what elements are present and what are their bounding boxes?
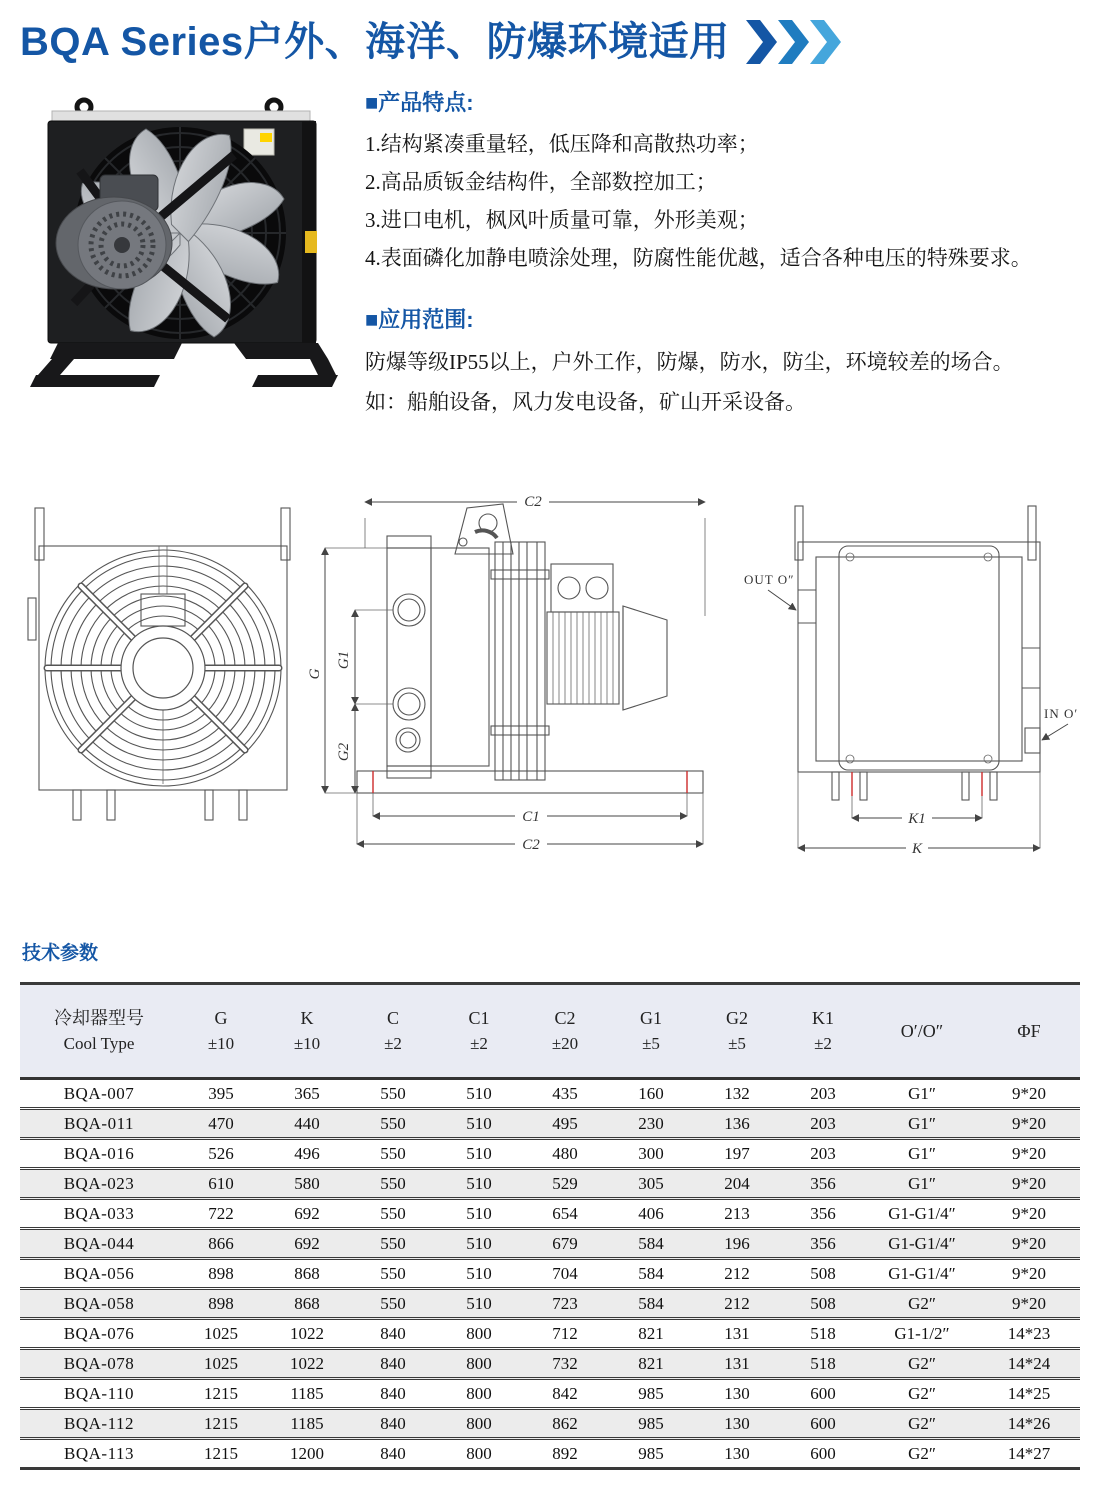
value-cell: 130	[694, 1379, 780, 1409]
dim-label-c1: C1	[522, 809, 540, 825]
drawing-front-view	[15, 482, 310, 842]
value-cell: 526	[178, 1139, 264, 1169]
table-header-cell: G1 ±5	[608, 984, 694, 1079]
value-cell: 510	[436, 1109, 522, 1139]
value-cell: 212	[694, 1259, 780, 1289]
value-cell: 1215	[204, 1443, 238, 1463]
table-row	[20, 1349, 1080, 1379]
value-cell: 1185	[264, 1379, 350, 1409]
value-cell: 9*20	[978, 1109, 1080, 1139]
value-cell: 130	[694, 1409, 780, 1439]
table-row	[20, 1109, 1080, 1139]
value-cell: G2″	[866, 1289, 978, 1319]
table-row	[20, 1409, 1080, 1439]
in-port-label: IN O′	[1044, 706, 1079, 721]
table-header-cell: ΦF	[978, 984, 1080, 1079]
value-cell: 654	[522, 1199, 608, 1229]
value-cell: 1215	[178, 1409, 264, 1439]
table-header-cell: K ±10	[264, 984, 350, 1079]
value-cell: 130	[724, 1443, 750, 1463]
value-cell: 510	[436, 1169, 522, 1199]
value-cell: G1″	[866, 1079, 978, 1109]
value-cell: 692	[264, 1229, 350, 1259]
model-cell: BQA-011	[20, 1109, 178, 1139]
value-cell: 550	[350, 1289, 436, 1319]
value-cell: G1-G1/4″	[866, 1199, 978, 1229]
value-cell: 550	[350, 1139, 436, 1169]
value-cell: 356	[780, 1229, 866, 1259]
value-cell: 550	[350, 1259, 436, 1289]
value-cell: 508	[780, 1289, 866, 1319]
value-cell: 584	[608, 1289, 694, 1319]
model-cell: BQA-033	[20, 1199, 178, 1229]
table-row	[20, 1259, 1080, 1289]
drawing-rear-view	[742, 478, 1097, 870]
table-row	[20, 1139, 1080, 1169]
value-cell: 14*23	[978, 1319, 1080, 1349]
model-cell: BQA-056	[20, 1259, 178, 1289]
table-header-row	[20, 984, 1080, 1079]
intro-block	[365, 86, 1095, 422]
value-cell: 300	[608, 1139, 694, 1169]
value-cell: 600	[780, 1379, 866, 1409]
value-cell: 584	[608, 1229, 694, 1259]
table-body	[20, 1079, 1080, 1469]
value-cell: 1215	[178, 1379, 264, 1409]
value-cell: 496	[264, 1139, 350, 1169]
table-row	[20, 1289, 1080, 1319]
value-cell: 14*25	[978, 1379, 1080, 1409]
value-cell: G1″	[866, 1109, 978, 1139]
value-cell: 9*20	[978, 1169, 1080, 1199]
motor-side	[547, 564, 667, 710]
value-cell: 868	[264, 1289, 350, 1319]
value-cell: 898	[178, 1259, 264, 1289]
value-cell: 692	[264, 1199, 350, 1229]
value-cell: 898	[178, 1289, 264, 1319]
value-cell: 550	[350, 1229, 436, 1259]
value-cell: 197	[694, 1139, 780, 1169]
value-cell: 14*26	[978, 1409, 1080, 1439]
value-cell: 440	[264, 1109, 350, 1139]
technical-drawings	[0, 478, 1100, 873]
table-row	[20, 1199, 1080, 1229]
model-cell: BQA-076	[20, 1319, 178, 1349]
value-cell: 406	[608, 1199, 694, 1229]
feature-item: 3.进口电机，枫风叶质量可靠，外形美观；	[365, 208, 759, 232]
value-cell: 1022	[264, 1319, 350, 1349]
dim-label-c2-bottom: C2	[522, 837, 540, 853]
table-heading: 技术参数	[22, 943, 99, 964]
table-row	[20, 1319, 1080, 1349]
value-cell: 204	[694, 1169, 780, 1199]
value-cell: 136	[694, 1109, 780, 1139]
page-title: BQA Series户外、海洋、防爆环境适用	[20, 20, 730, 64]
dim-label-k1: K1	[908, 811, 926, 827]
value-cell: 131	[694, 1319, 780, 1349]
table-header-cell: G2 ±5	[694, 984, 780, 1079]
model-cell: BQA-113	[64, 1443, 134, 1463]
value-cell: 840	[380, 1443, 406, 1463]
value-cell: 800	[436, 1379, 522, 1409]
value-cell: 480	[522, 1139, 608, 1169]
lifting-lug	[455, 504, 513, 554]
value-cell: 1185	[264, 1409, 350, 1439]
value-cell: 9*20	[978, 1289, 1080, 1319]
value-cell: 510	[436, 1229, 522, 1259]
product-photo	[22, 90, 342, 402]
value-cell: G2″	[866, 1349, 978, 1379]
value-cell: 600	[780, 1409, 866, 1439]
value-cell: 356	[780, 1199, 866, 1229]
value-cell: G1-G1/4″	[866, 1259, 978, 1289]
table-header-cell: K1 ±2	[780, 984, 866, 1079]
value-cell: G1-G1/4″	[866, 1229, 978, 1259]
value-cell: 1200	[290, 1443, 324, 1463]
value-cell: 1025	[178, 1349, 264, 1379]
table-row	[20, 1439, 1080, 1469]
value-cell: 9*20	[978, 1229, 1080, 1259]
out-port-label: OUT O″	[744, 572, 795, 587]
table-row	[20, 1379, 1080, 1409]
value-cell: 800	[436, 1319, 522, 1349]
model-cell: BQA-110	[20, 1379, 178, 1409]
value-cell: 892	[552, 1443, 578, 1463]
dim-label-c2-top: C2	[524, 494, 542, 510]
value-cell: 862	[522, 1409, 608, 1439]
value-cell: 985	[608, 1379, 694, 1409]
mounting-legs	[30, 343, 338, 387]
table-header-cell: G ±10	[178, 984, 264, 1079]
dim-label-k: K	[911, 841, 923, 857]
value-cell: 985	[608, 1409, 694, 1439]
value-cell: G1″	[866, 1169, 978, 1199]
value-cell: 212	[694, 1289, 780, 1319]
table-header-cell: C1 ±2	[436, 984, 522, 1079]
table-header-cell: 冷却器型号 Cool Type	[20, 984, 178, 1079]
model-cell: BQA-058	[20, 1289, 178, 1319]
value-cell: 842	[522, 1379, 608, 1409]
value-cell: 395	[178, 1079, 264, 1109]
value-cell: 800	[436, 1349, 522, 1379]
model-cell: BQA-016	[20, 1139, 178, 1169]
value-cell: 9*20	[978, 1079, 1080, 1109]
value-cell: 203	[780, 1139, 866, 1169]
value-cell: 131	[694, 1349, 780, 1379]
oil-ports	[393, 594, 425, 752]
spec-table	[20, 982, 1080, 1470]
model-cell: BQA-044	[20, 1229, 178, 1259]
dim-label-g2: G2	[336, 742, 352, 762]
value-cell: 435	[522, 1079, 608, 1109]
value-cell: 132	[694, 1079, 780, 1109]
value-cell: 203	[780, 1079, 866, 1109]
value-cell: 305	[608, 1169, 694, 1199]
value-cell: 510	[436, 1259, 522, 1289]
value-cell: 985	[638, 1443, 664, 1463]
feature-item: 4.表面磷化加静电喷涂处理，防腐性能优越，适合各种电压的特殊要求。	[365, 246, 1032, 270]
value-cell: 510	[436, 1289, 522, 1319]
table-header-cell: O′/O″	[866, 984, 978, 1079]
table-header	[20, 984, 1080, 1079]
model-cell: BQA-112	[20, 1409, 178, 1439]
value-cell: 679	[522, 1229, 608, 1259]
value-cell: 868	[264, 1259, 350, 1289]
value-cell: 840	[350, 1409, 436, 1439]
value-cell: G2″	[866, 1379, 978, 1409]
value-cell: 1025	[178, 1319, 264, 1349]
dim-label-g1: G1	[336, 650, 352, 670]
value-cell: 821	[608, 1319, 694, 1349]
value-cell: 800	[466, 1443, 492, 1463]
feature-item: 1.结构紧凑重量轻，低压降和高散热功率；	[365, 132, 759, 156]
table-header-cell: C ±2	[350, 984, 436, 1079]
value-cell: 840	[350, 1349, 436, 1379]
title-row	[20, 10, 842, 67]
value-cell: 840	[350, 1379, 436, 1409]
value-cell: 518	[780, 1349, 866, 1379]
value-cell: 866	[178, 1229, 264, 1259]
value-cell: 9*20	[978, 1199, 1080, 1229]
value-cell: 722	[178, 1199, 264, 1229]
value-cell: 365	[264, 1079, 350, 1109]
value-cell: 610	[178, 1169, 264, 1199]
value-cell: 821	[608, 1349, 694, 1379]
table-row	[20, 1229, 1080, 1259]
drain-plug	[305, 231, 317, 253]
value-cell: 196	[694, 1229, 780, 1259]
value-cell: 510	[436, 1199, 522, 1229]
value-cell: 1022	[264, 1349, 350, 1379]
application-list	[365, 342, 1095, 422]
value-cell: 600	[810, 1443, 836, 1463]
value-cell: 550	[350, 1109, 436, 1139]
table-row	[20, 1169, 1080, 1199]
model-cell: BQA-007	[20, 1079, 178, 1109]
table-header-cell: C2 ±20	[522, 984, 608, 1079]
table-row	[20, 1079, 1080, 1109]
value-cell: 550	[350, 1169, 436, 1199]
value-cell: 550	[350, 1199, 436, 1229]
value-cell: 732	[522, 1349, 608, 1379]
value-cell: 510	[436, 1079, 522, 1109]
value-cell: 14*24	[978, 1349, 1080, 1379]
value-cell: G1″	[866, 1139, 978, 1169]
value-cell: 580	[264, 1169, 350, 1199]
value-cell: 518	[780, 1319, 866, 1349]
value-cell: G1-1/2″	[866, 1319, 978, 1349]
application-line: 如：船舶设备，风力发电设备，矿山开采设备。	[365, 390, 806, 414]
value-cell: 470	[178, 1109, 264, 1139]
model-cell: BQA-078	[20, 1349, 178, 1379]
feature-list	[365, 125, 1095, 277]
value-cell: 529	[522, 1169, 608, 1199]
value-cell: 712	[522, 1319, 608, 1349]
value-cell: 495	[522, 1109, 608, 1139]
value-cell: 213	[694, 1199, 780, 1229]
value-cell: 704	[522, 1259, 608, 1289]
drawing-side-view	[305, 478, 725, 870]
value-cell: G2″	[908, 1443, 936, 1463]
value-cell: 230	[608, 1109, 694, 1139]
triple-chevron-icon	[746, 20, 842, 64]
value-cell: G2″	[866, 1409, 978, 1439]
value-cell: 14*27	[1007, 1443, 1051, 1463]
value-cell: 840	[350, 1319, 436, 1349]
value-cell: 9*20	[978, 1259, 1080, 1289]
application-heading: ■应用范围:	[365, 307, 474, 332]
application-line: 防爆等级IP55以上，户外工作，防爆，防水，防尘，环境较差的场合。	[365, 350, 1014, 374]
features-heading: ■产品特点:	[365, 90, 474, 115]
model-cell: BQA-023	[20, 1169, 178, 1199]
value-cell: 160	[608, 1079, 694, 1109]
feature-item: 2.高品质钣金结构件，全部数控加工；	[365, 170, 717, 194]
value-cell: 550	[350, 1079, 436, 1109]
value-cell: 800	[436, 1409, 522, 1439]
value-cell: 356	[780, 1169, 866, 1199]
value-cell: 510	[436, 1139, 522, 1169]
value-cell: 584	[608, 1259, 694, 1289]
dim-label-g: G	[307, 668, 323, 680]
value-cell: 203	[780, 1109, 866, 1139]
value-cell: 9*20	[978, 1139, 1080, 1169]
value-cell: 508	[780, 1259, 866, 1289]
value-cell: 723	[522, 1289, 608, 1319]
